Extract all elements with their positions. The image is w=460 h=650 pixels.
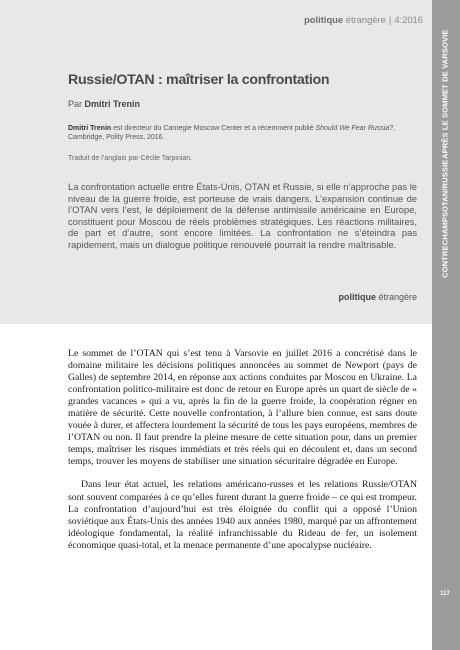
header-band <box>0 0 432 324</box>
bio-book-title: Should We Fear Russia? <box>315 125 394 132</box>
body-paragraph: Dans leur état actuel, les relations américano-russes et les relations Russie/OTAN sont souvent comparées à ce qu’elles furent durant la guerre froide – ce qui est trompeur. La confrontation d’aujourd’hui est très éloignée du conflit qui a opposé l’Union soviétique aux États-Unis des années 1940 aux années 1980, marqué par un affrontement idéologique fondamental, la réalité infranchissable du Rideau de fer, un isolement économique quasi-total, et la menace permanente d’une apocalypse nucléaire. <box>68 479 417 551</box>
bio-text: est directeur du Carnegie Moscow Center et a récemment publié <box>111 125 316 132</box>
article-body <box>68 348 417 552</box>
article-abstract: La confrontation actuelle entre États-Unis, OTAN et Russie, si elle n’approche pas le niveau de la guerre froide, est porteuse de vrais dangers. L’expansion continue de l’OTAN vers l’est, le déploiement de la défense antimissile américaine en Europe, constituent pour Moscou de réels problèmes stratégiques. Les réactions militaires, de part et d’autre, sont encore limitées. La confrontation ne s’éteindra pas rapidement, mais un dialogue politique renouvelé pourrait la rendre maîtrisable. <box>68 182 417 250</box>
bio-publisher: , Cambridge, Polity Press, 2016. <box>68 125 396 142</box>
article-title: Russie/OTAN : maîtriser la confrontation <box>68 72 330 88</box>
bio-author-name: Dmitri Trenin <box>68 125 112 132</box>
section-name: CONTRECHAMPS <box>440 211 450 278</box>
author-bio <box>68 124 416 143</box>
journal-header: politique étrangère | 4:2016 <box>304 14 423 25</box>
section-vertical-label <box>433 8 457 278</box>
byline <box>68 99 140 109</box>
section-topic: OTAN/RUSSIE <box>440 159 450 212</box>
author-name: Dmitri Trenin <box>84 99 141 109</box>
brand-bold: politique <box>338 292 376 302</box>
body-paragraph: Le sommet de l’OTAN qui s’est tenu à Varsovie en juillet 2016 a concrétisé dans le domaine militaire les décisions politiques annoncées au sommet de Newport (pays de Galles) de septembre 2014, en réponse aux actions conduites par Moscou en Ukraine. La confrontation politico-militaire est donc de retour en Europe après un quart de siècle de « grandes vacances » qui a vu, après la fin de la guerre froide, la coopération régner en matière de sécurité. Cette nouvelle confrontation, à l’allure bien connue, est sans doute vouée à durer, et affectera lourdement la sécurité de tous les pays européens, membres de l’OTAN ou non. Il faut prendre la pleine mesure de cette situation pour, dans un premier temps, maîtriser les risques immédiats et très réels qui en découlent et, dans un second temps, trouver les moyens de stabiliser une situation sécuritaire dégradée en Europe. <box>68 348 417 468</box>
translation-credit: Traduit de l’anglais par Cécile Tarpinian. <box>68 155 193 162</box>
page-number: 117 <box>440 591 450 597</box>
brand-rest: étrangère <box>378 292 417 302</box>
journal-name-bold: politique <box>304 14 344 25</box>
abstract-brand <box>300 292 417 302</box>
journal-name-rest: étrangère <box>345 14 386 25</box>
byline-prefix: Par <box>68 99 83 109</box>
journal-issue: 4:2016 <box>394 14 423 25</box>
section-subtopic: APRÈS LE SOMMET DE VARSOVIE <box>440 29 450 160</box>
